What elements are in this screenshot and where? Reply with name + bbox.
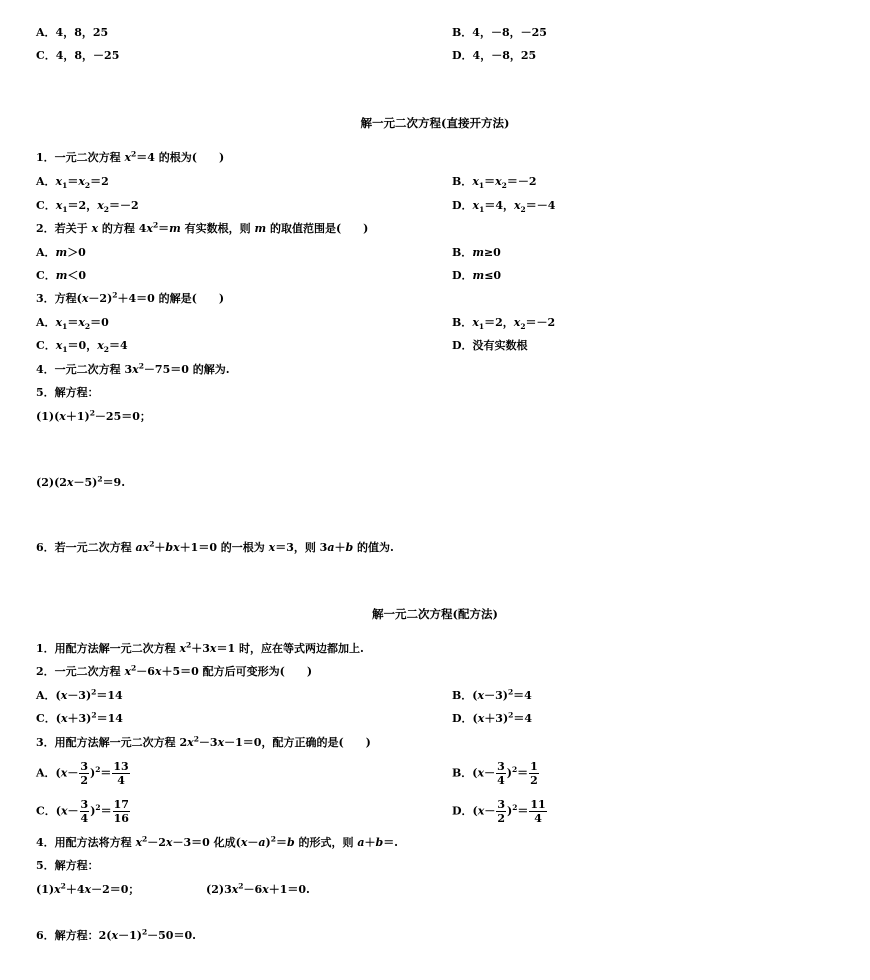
- s1-q4: 4．一元二次方程 $3x^2-75=0$ 的解为.: [36, 361, 230, 376]
- s1-q2-option-a: A．m＞0: [36, 246, 86, 259]
- s1-q1-stem: 1．一元二次方程 $x^2=4$ 的根为( ): [36, 149, 225, 164]
- s2-q2-option-a: A．$(x-3)^2=14$: [36, 687, 123, 702]
- s1-q3-option-d: D．没有实数根: [452, 339, 528, 352]
- s1-q2-option-c: C．m＜0: [36, 269, 87, 282]
- s1-q1-option-a: A．$x_1=x_2=2$: [36, 175, 109, 191]
- s1-q6: 6．若一元二次方程 $ax^2+bx+1=0$ 的一根为 x＝3，则 3a＋b 的值为.: [36, 539, 394, 554]
- s2-q2-stem: 2．一元二次方程 $x^2-6x+5=0$ 配方后可变形为( ): [36, 663, 313, 678]
- section-title-completing-square: 解一元二次方程(配方法): [372, 607, 498, 621]
- top-option-d: D．4，－8，25: [452, 49, 537, 62]
- section-title-direct: 解一元二次方程(直接开方法): [360, 116, 510, 130]
- fraction: $\frac{1}{2}$: [530, 760, 538, 787]
- s1-q5-head: 5．解方程：: [36, 386, 99, 399]
- fraction: $\frac{17}{16}$: [113, 798, 129, 825]
- s2-q2-option-d: D．$(x+3)^2=4$: [452, 710, 533, 725]
- s2-q3-option-c: C．(x－ $\frac{3}{4}$ )$^2$＝ $\frac{17}{16}$: [36, 798, 129, 825]
- s2-q1: 1．用配方法解一元二次方程 $x^2+3x=1$ 时，应在等式两边都加上.: [36, 640, 364, 655]
- s1-q3-option-a: A．$x_1=x_2=0$: [36, 316, 109, 332]
- s2-q2-option-c: C．$(x+3)^2=14$: [36, 710, 123, 725]
- fraction: $\frac{3}{4}$: [80, 798, 89, 825]
- s1-q1-option-d: D．$x_1=4$，$x_2=-4$: [452, 199, 556, 215]
- s1-q5-part1: $(1)(x+1)^2-25=0$；: [36, 408, 151, 423]
- s2-q5-part1: $(1)x^2+4x-2=0$；: [36, 881, 140, 896]
- s2-q3-option-a: A．(x－ $\frac{3}{2}$ )$^2$＝ $\frac{13}{4}$: [36, 760, 129, 787]
- s2-q5-head: 5．解方程：: [36, 859, 99, 872]
- s1-q5-part2: $(2)(2x-5)^2=9$.: [36, 474, 126, 489]
- s2-q2-option-b: B．$(x-3)^2=4$: [452, 687, 532, 702]
- top-option-a: A．4，8，25: [36, 26, 109, 39]
- s1-q1-option-c: C．$x_1=2$，$x_2=-2$: [36, 199, 139, 215]
- fraction: $\frac{3}{2}$: [80, 760, 88, 787]
- top-option-b: B．4，－8，－25: [452, 26, 547, 39]
- s2-q3-stem: 3．用配方法解一元二次方程 $2x^2-3x-1=0$，配方正确的是( ): [36, 734, 371, 749]
- s2-q3-option-b: B．(x－ $\frac{3}{4}$ )$^2$＝ $\frac{1}{2}$: [452, 760, 538, 787]
- s2-q4: 4．用配方法将方程 $x^2-2x-3=0$ 化成$(x-a)^2=b$ 的形式，则 a＋b＝.: [36, 834, 399, 849]
- s1-q2-option-d: D．m≤0: [452, 269, 502, 282]
- fraction: $\frac{13}{4}$: [113, 760, 129, 787]
- s1-q1-option-b: B．$x_1=x_2=-2$: [452, 175, 537, 191]
- s2-q5-part2: $(2)3x^2-6x+1=0$.: [206, 881, 310, 896]
- s2-q3-option-d: D．(x－ $\frac{3}{2}$ )$^2$＝ $\frac{11}{4}$: [452, 798, 546, 825]
- s1-q2-stem: 2．若关于 x 的方程 $4x^2=m$ 有实数根，则 m 的取值范围是( ): [36, 220, 369, 235]
- fraction: $\frac{3}{4}$: [497, 760, 505, 787]
- s1-q2-option-b: B．m≥0: [452, 246, 501, 259]
- top-option-c: C．4，8，－25: [36, 49, 120, 62]
- s2-q6: 6．解方程：$2(x-1)^2-50=0$.: [36, 927, 196, 942]
- fraction: $\frac{3}{2}$: [497, 798, 505, 825]
- s1-q3-option-c: C．$x_1=0$，$x_2=4$: [36, 339, 128, 355]
- s1-q3-stem: 3．方程$(x-2)^2+4=0$ 的解是( ): [36, 290, 225, 305]
- s1-q3-option-b: B．$x_1=2$，$x_2=-2$: [452, 316, 556, 332]
- fraction: $\frac{11}{4}$: [530, 798, 546, 825]
